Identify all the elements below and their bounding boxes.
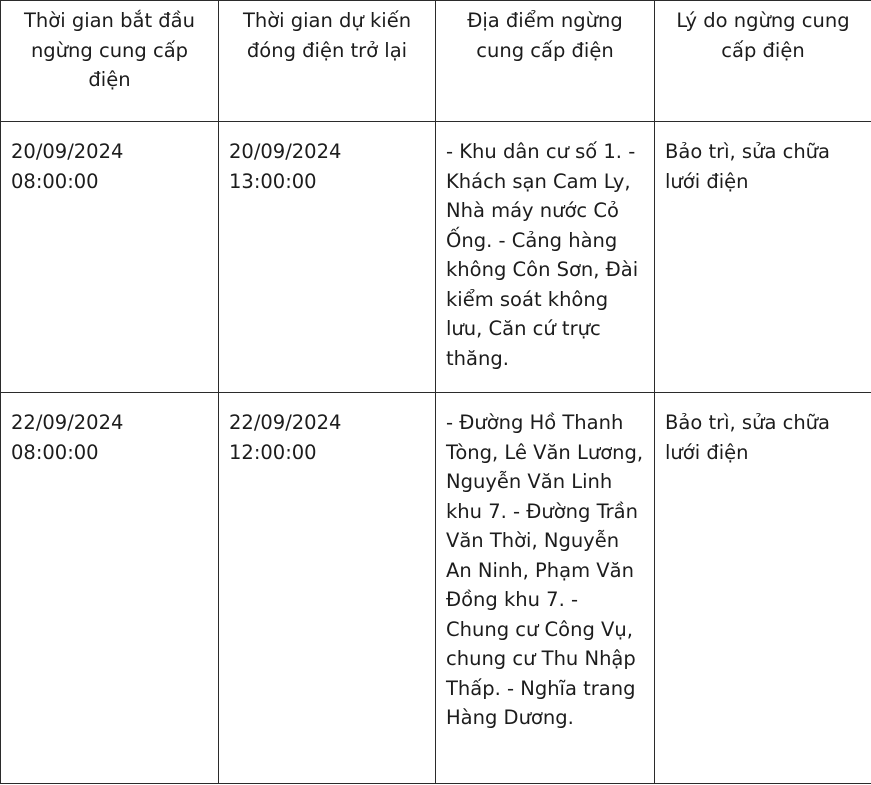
- header-location: Địa điểm ngừng cung cấp điện: [436, 1, 655, 122]
- cell-reason: Bảo trì, sửa chữa lưới điện: [655, 122, 871, 393]
- cell-start-time: 22/09/2024 08:00:00: [1, 393, 219, 784]
- cell-location: - Đường Hồ Thanh Tòng, Lê Văn Lương, Nguyễn Văn Linh khu 7. - Đường Trần Văn Thời, Nguyễn An Ninh, Phạm Văn Đồng khu 7. - Chung cư Công Vụ, chung cư Thu Nhập Thấp. - Nghĩa trang Hàng Dương.: [436, 393, 655, 784]
- header-start-time: Thời gian bắt đầu ngừng cung cấp điện: [1, 1, 219, 122]
- table-row: [1, 122, 871, 393]
- table-row: [1, 393, 871, 784]
- cell-start-time: 20/09/2024 08:00:00: [1, 122, 219, 393]
- table-header-row: [1, 1, 871, 122]
- header-restore-time: Thời gian dự kiến đóng điện trở lại: [219, 1, 436, 122]
- cell-restore-time: 22/09/2024 12:00:00: [219, 393, 436, 784]
- cell-reason: Bảo trì, sửa chữa lưới điện: [655, 393, 871, 784]
- header-reason: Lý do ngừng cung cấp điện: [655, 1, 871, 122]
- cell-location: - Khu dân cư số 1. - Khách sạn Cam Ly, Nhà máy nước Cỏ Ống. - Cảng hàng không Côn Sơn, Đài kiểm soát không lưu, Căn cứ trực thăng.: [436, 122, 655, 393]
- cell-restore-time: 20/09/2024 13:00:00: [219, 122, 436, 393]
